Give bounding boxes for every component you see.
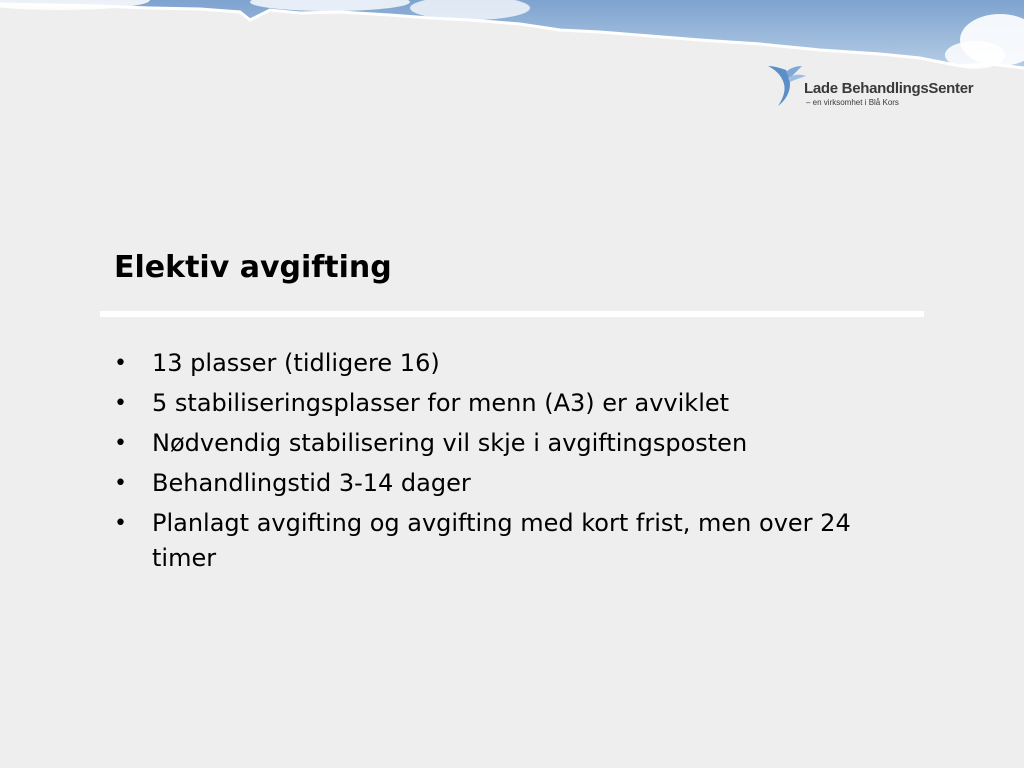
- bullet-list: [114, 346, 894, 581]
- bullet-glyph: •: [114, 351, 127, 376]
- slide-title: Elektiv avgifting: [114, 250, 392, 285]
- bullet-item: [114, 426, 894, 461]
- bullet-glyph: •: [114, 391, 127, 416]
- bullet-glyph: •: [114, 431, 127, 456]
- bullet-text: Behandlingstid 3-14 dager: [152, 469, 471, 497]
- logo-name: Lade BehandlingsSenter: [804, 80, 974, 97]
- bullet-item: [114, 386, 894, 421]
- logo: [766, 62, 986, 110]
- bullet-text: 13 plasser (tidligere 16): [152, 349, 440, 377]
- bullet-item: [114, 506, 894, 576]
- bullet-text: Nødvendig stabilisering vil skje i avgiftingsposten: [152, 429, 748, 457]
- bullet-item: [114, 346, 894, 381]
- logo-tagline: – en virksomhet i Blå Kors: [806, 98, 899, 107]
- bullet-glyph: •: [114, 511, 127, 536]
- bullet-item: [114, 466, 894, 501]
- bullet-glyph: •: [114, 471, 127, 496]
- title-divider: [100, 311, 924, 317]
- bullet-text: 5 stabiliseringsplasser for menn (A3) er avviklet: [152, 389, 730, 417]
- bullet-text: Planlagt avgifting og avgifting med kort frist, men over 24 timer: [152, 509, 851, 572]
